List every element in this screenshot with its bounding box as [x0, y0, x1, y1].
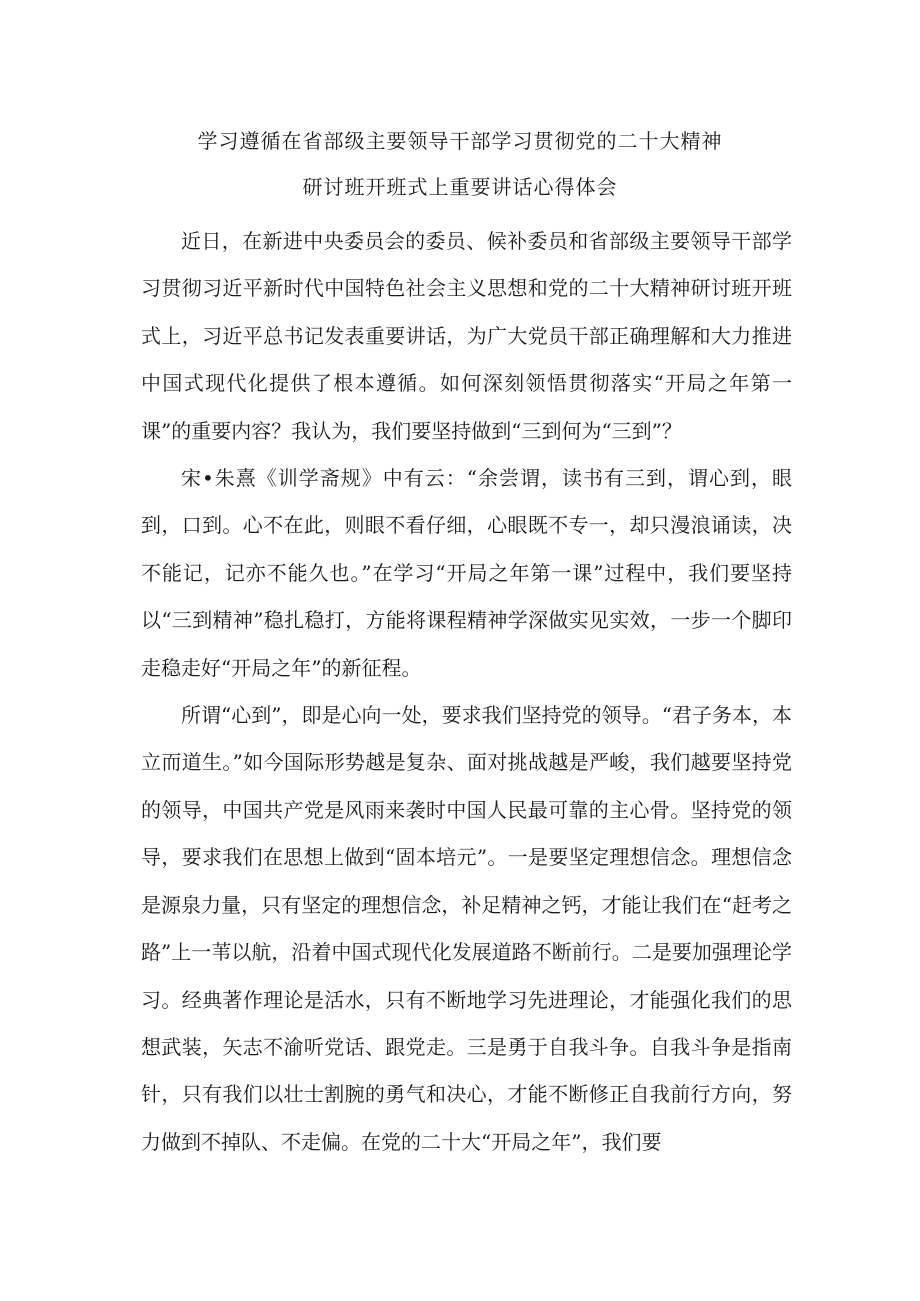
document-title-line-1: 学习遵循在省部级主要领导干部学习贯彻党的二十大精神	[197, 129, 723, 153]
document-title-line-2: 研讨班开班式上重要讲话心得体会	[302, 175, 618, 199]
document-body	[141, 218, 792, 1166]
paragraph-3: 所谓“心到”，即是心向一处，要求我们坚持党的领导。“君子务本，本立而道生。”如今国际形势越是复杂、面对挑战越是严峻，我们越要坚持党的领导，中国共产党是风雨来袭时中国人民最可靠的主心骨。坚持党的领导，要求我们在思想上做到“固本培元”。一是要坚定理想信念。理想信念是源泉力量，只有坚定的理想信念，补足精神之钙，才能让我们在“赶考之路”上一苇以航，沿着中国式现代化发展道路不断前行。二是要加强理论学习。经典著作理论是活水，只有不断地学习先进理论，才能强化我们的思想武装，矢志不渝听党话、跟党走。三是勇于自我斗争。自我斗争是指南针，只有我们以壮士割腕的勇气和决心，才能不断修正自我前行方向，努力做到不掉队、不走偏。在党的二十大“开局之年”，我们要	[141, 703, 792, 1154]
paragraph-1: 近日，在新进中央委员会的委员、候补委员和省部级主要领导干部学习贯彻习近平新时代中国特色社会主义思想和党的二十大精神研讨班开班式上，习近平总书记发表重要讲话，为广大党员干部正确理解和大力推进中国式现代化提供了根本遵循。如何深刻领悟贯彻落实“开局之年第一课”的重要内容？我认为，我们要坚持做到“三到何为“三到”？	[141, 229, 792, 443]
paragraph-2: 宋•朱熹《训学斋规》中有云：“余尝谓，读书有三到，谓心到，眼到，口到。心不在此，则眼不看仔细，心眼既不专一，却只漫浪诵读，决不能记，记亦不能久也。”在学习“开局之年第一课”过程中，我们要坚持以“三到精神”稳扎稳打，方能将课程精神学深做实见实效，一步一个脚印走稳走好“开局之年”的新征程。	[141, 466, 792, 680]
